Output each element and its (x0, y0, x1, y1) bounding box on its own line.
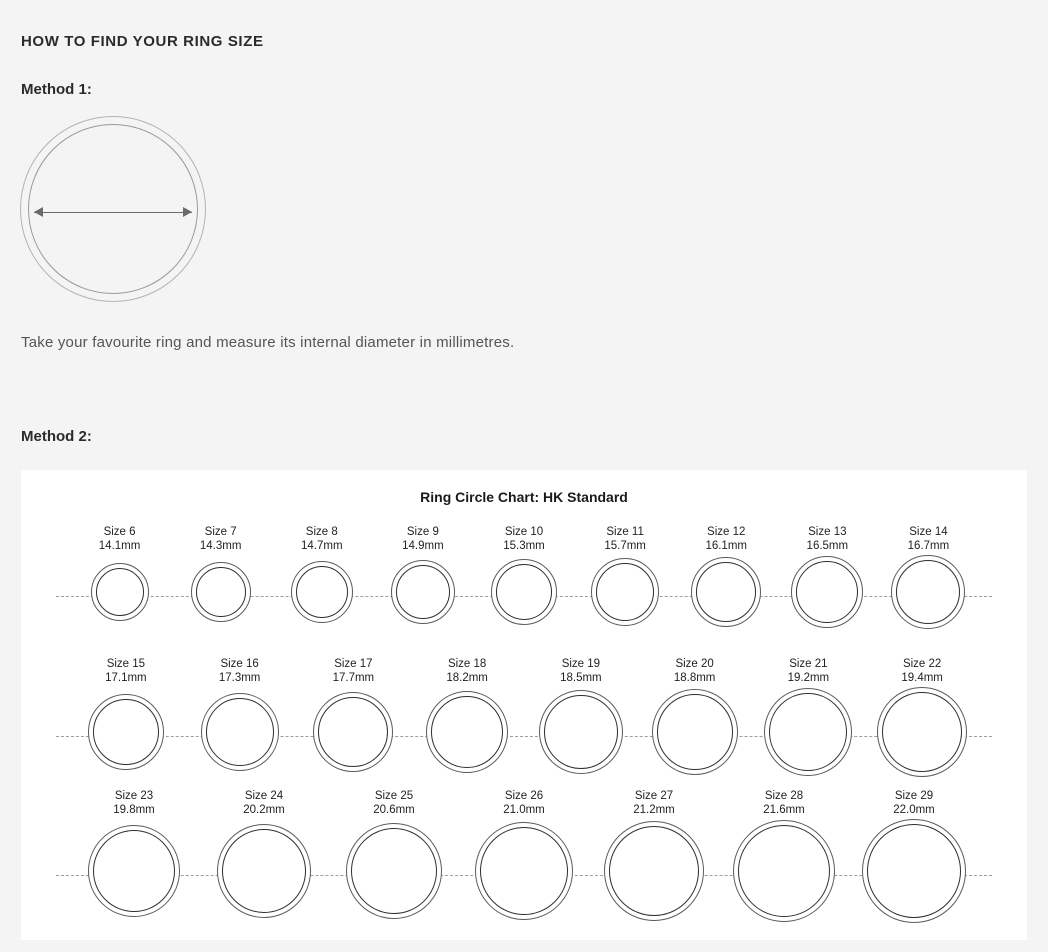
ring-circle-inner (738, 825, 830, 917)
ring-chart-row (21, 789, 1027, 921)
chart-title: Ring Circle Chart: HK Standard (420, 489, 628, 505)
ring-diameter-label: 14.3mm (199, 540, 242, 552)
ring-diameter-label: 21.0mm (503, 804, 545, 816)
ring-circle (313, 692, 393, 772)
ring-circle-inner (396, 565, 450, 619)
ring-circle (491, 559, 557, 625)
ring-diameter-label: 18.2mm (446, 672, 488, 684)
ring-size-cell (69, 525, 170, 621)
ring-size-cell (676, 525, 777, 627)
page-title: HOW TO FIND YOUR RING SIZE (21, 33, 264, 50)
ring-diameter-label: 19.8mm (113, 804, 155, 816)
ring-diameter-diagram (20, 116, 210, 306)
arrow-left-icon (34, 207, 43, 217)
ring-size-cell (638, 657, 752, 775)
ring-size-cell (719, 789, 849, 922)
ring-circle-inner (796, 561, 858, 623)
ring-size-label: Size 21 (789, 658, 828, 670)
ring-circle-inner (609, 826, 699, 916)
ring-size-label: Size 20 (675, 658, 714, 670)
ring-chart-rows (21, 525, 1027, 921)
ring-circle (191, 562, 251, 622)
ring-circle-inner (867, 824, 961, 918)
ring-size-label: Size 29 (894, 790, 934, 802)
ring-circle (88, 694, 164, 770)
ring-size-label: Size 27 (634, 790, 674, 802)
ring-diameter-label: 19.2mm (787, 672, 830, 684)
ring-size-cell (459, 789, 589, 920)
ring-circle (217, 824, 311, 918)
ring-size-label: Size 19 (561, 658, 601, 670)
ring-size-label: Size 7 (204, 526, 237, 538)
ring-circle (891, 555, 965, 629)
ring-diameter-label: 14.7mm (301, 540, 343, 552)
ring-circle (733, 820, 835, 922)
ring-size-cell (589, 789, 719, 921)
ring-size-cell (849, 789, 979, 923)
ring-circle (652, 689, 738, 775)
ring-circle (201, 693, 279, 771)
ring-diameter-label: 15.7mm (604, 540, 646, 552)
ring-size-cell (575, 525, 676, 626)
ring-size-cell (752, 657, 866, 776)
ring-circle-inner (496, 564, 552, 620)
ring-size-cell (410, 657, 524, 773)
ring-circle-inner (93, 699, 159, 765)
ring-circle-inner (93, 830, 175, 912)
ring-size-cell (271, 525, 372, 623)
ring-size-label: Size 9 (406, 526, 439, 538)
ring-size-cell (878, 525, 979, 629)
double-arrow-horizontal-icon (34, 212, 192, 213)
ring-circle (604, 821, 704, 921)
ring-size-cell (524, 657, 638, 774)
ring-circle (862, 819, 966, 923)
ring-size-label: Size 11 (606, 526, 644, 538)
ring-circle (691, 557, 761, 627)
ring-diameter-label: 22.0mm (893, 804, 935, 816)
ring-diameter-label: 16.5mm (806, 540, 849, 552)
method-1-label: Method 1: (21, 81, 92, 98)
ring-circle (764, 688, 852, 776)
method-2-label: Method 2: (21, 428, 92, 445)
ring-diameter-label: 15.3mm (503, 540, 545, 552)
ring-circle-inner (222, 829, 306, 913)
ring-circle (877, 687, 967, 777)
ring-size-label: Size 15 (106, 658, 146, 670)
ring-circle (291, 561, 353, 623)
ring-size-cell (777, 525, 878, 628)
ring-circle (791, 556, 863, 628)
ring-size-label: Size 26 (504, 790, 544, 802)
ring-circle-inner (696, 562, 756, 622)
ring-diameter-label: 16.7mm (907, 540, 950, 552)
ring-circle (426, 691, 508, 773)
ring-circle-inner (96, 568, 144, 616)
ring-chart-row (21, 525, 1027, 657)
ring-diameter-label: 17.1mm (105, 672, 147, 684)
ring-circle-inner (882, 692, 962, 772)
ring-diameter-label: 19.4mm (901, 672, 943, 684)
ring-size-cell (329, 789, 459, 919)
ring-circle (88, 825, 180, 917)
ring-size-label: Size 6 (103, 526, 136, 538)
ring-circle (591, 558, 659, 626)
ring-circle-inner (657, 694, 733, 770)
ring-diameter-label: 18.8mm (673, 672, 716, 684)
ring-size-label: Size 18 (447, 658, 487, 670)
ring-size-label: Size 13 (808, 526, 847, 538)
ring-size-label: Size 17 (334, 658, 373, 670)
ring-diameter-label: 16.1mm (705, 540, 747, 552)
ring-circle (346, 823, 442, 919)
ring-size-label: Size 23 (114, 790, 154, 802)
ring-circle-inner (318, 697, 388, 767)
ring-circle-inner (596, 563, 654, 621)
method-1-caption: Take your favourite ring and measure its internal diameter in millimetres. (21, 334, 515, 351)
ring-circle (539, 690, 623, 774)
ring-diameter-label: 14.1mm (98, 540, 141, 552)
ring-size-cell (69, 789, 199, 917)
ring-size-cell (199, 789, 329, 918)
ring-circle-inner (351, 828, 437, 914)
ring-size-label: Size 16 (220, 658, 259, 670)
ring-circle-inner (196, 567, 246, 617)
ring-size-cell (473, 525, 574, 625)
ring-size-label: Size 24 (244, 790, 284, 802)
ring-diameter-label: 14.9mm (402, 540, 444, 552)
ring-circle (391, 560, 455, 624)
ring-circle (91, 563, 149, 621)
ring-diameter-label: 17.3mm (218, 672, 261, 684)
ring-size-label: Size 28 (764, 790, 804, 802)
ring-diameter-label: 20.2mm (243, 804, 285, 816)
ring-circle-inner (431, 696, 503, 768)
ring-size-cell (170, 525, 271, 622)
ring-size-label: Size 22 (902, 658, 942, 670)
ring-size-cell (372, 525, 473, 624)
ring-chart-row (21, 657, 1027, 789)
ring-circle-chart-panel (21, 470, 1027, 940)
ring-size-cell (865, 657, 979, 777)
ring-size-label: Size 25 (374, 790, 414, 802)
ring-size-cell (69, 657, 183, 770)
ring-diameter-label: 17.7mm (332, 672, 375, 684)
ring-size-label: Size 12 (707, 526, 746, 538)
arrow-right-icon (183, 207, 192, 217)
ring-circle-inner (896, 560, 960, 624)
ring-circle-inner (206, 698, 274, 766)
ring-circle (475, 822, 573, 920)
ring-diameter-label: 21.6mm (763, 804, 805, 816)
ring-circle-inner (769, 693, 847, 771)
ring-diameter-label: 21.2mm (633, 804, 675, 816)
ring-size-cell (297, 657, 411, 772)
ring-circle-inner (480, 827, 568, 915)
ring-size-label: Size 14 (909, 526, 948, 538)
ring-size-label: Size 8 (305, 526, 338, 538)
ring-circle-inner (544, 695, 618, 769)
ring-size-cell (183, 657, 297, 771)
diagram-ring-inner (28, 124, 198, 294)
ring-size-label: Size 10 (504, 526, 544, 538)
ring-diameter-label: 20.6mm (373, 804, 415, 816)
ring-circle-inner (296, 566, 348, 618)
ring-diameter-label: 18.5mm (560, 672, 602, 684)
